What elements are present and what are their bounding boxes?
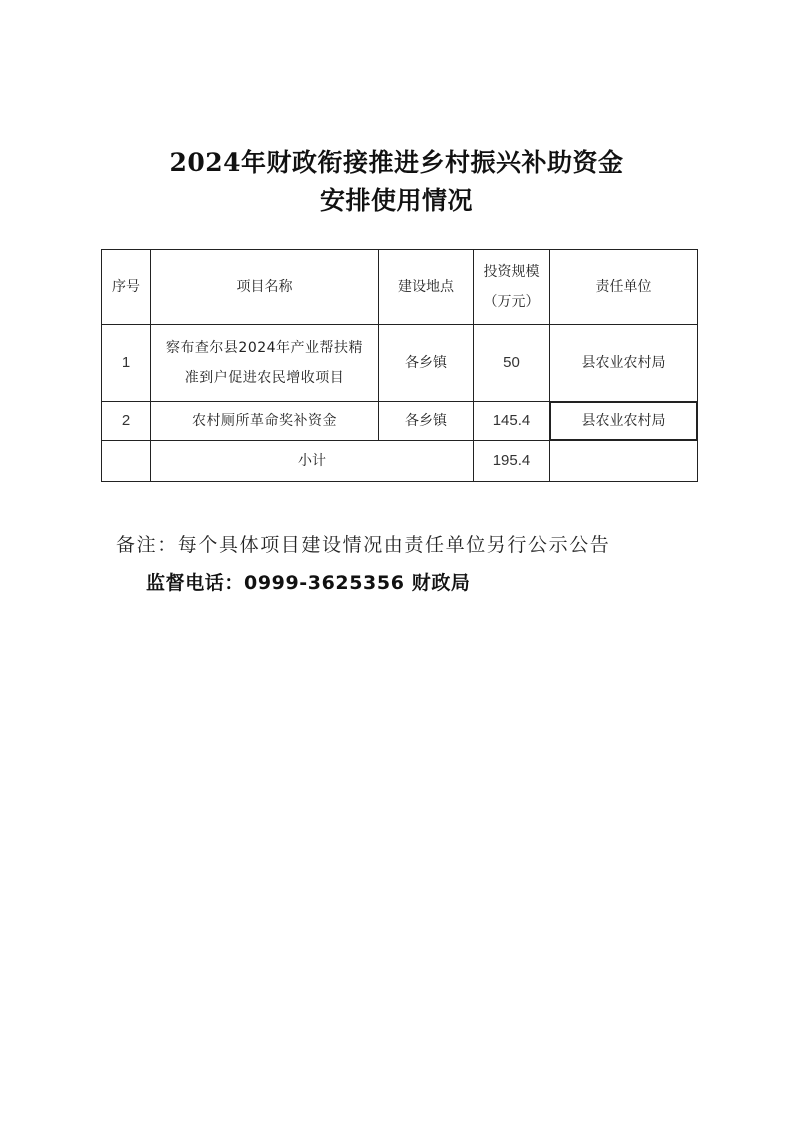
row-seq: 2 (102, 402, 151, 441)
subtotal-seq-empty (102, 441, 151, 482)
row-seq: 1 (102, 325, 151, 402)
header-seq: 序号 (102, 250, 151, 325)
document-title-line2: 安排使用情况 (319, 186, 473, 215)
remarks-note: 备注：每个具体项目建设情况由责任单位另行公示公告 (116, 534, 611, 556)
supervision-phone: 监督电话：0999-3625356 财政局 (146, 572, 471, 594)
row-responsible-unit: 县农业农村局 (550, 402, 698, 441)
table-header-row (102, 250, 698, 325)
subtotal-investment: 195.4 (474, 441, 550, 482)
row-location: 各乡镇 (379, 325, 474, 402)
table-row (102, 402, 698, 441)
table-row (102, 325, 698, 402)
header-project-name: 项目名称 (151, 250, 379, 325)
header-location: 建设地点 (379, 250, 474, 325)
header-investment-unit: （万元） (483, 294, 540, 310)
row-investment: 145.4 (474, 402, 550, 441)
row-project-name: 农村厕所革命奖补资金 (151, 402, 379, 441)
header-investment-label: 投资规模 (483, 264, 540, 280)
row-location: 各乡镇 (379, 402, 474, 441)
header-responsible-unit: 责任单位 (550, 250, 698, 325)
row-investment: 50 (474, 325, 550, 402)
document-title-line1: 2024年财政衔接推进乡村振兴补助资金 (169, 148, 624, 177)
subtotal-unit-empty (550, 441, 698, 482)
funding-table (101, 249, 698, 482)
header-investment (474, 250, 550, 325)
row-responsible-unit: 县农业农村局 (550, 325, 698, 402)
subtotal-row (102, 441, 698, 482)
row-project-name-line2: 准到户促进农民增收项目 (184, 370, 345, 386)
row-project-name (151, 325, 379, 402)
subtotal-label: 小计 (151, 441, 474, 482)
row-project-name-line1: 察布查尔县2024年产业帮扶精 (165, 340, 364, 356)
